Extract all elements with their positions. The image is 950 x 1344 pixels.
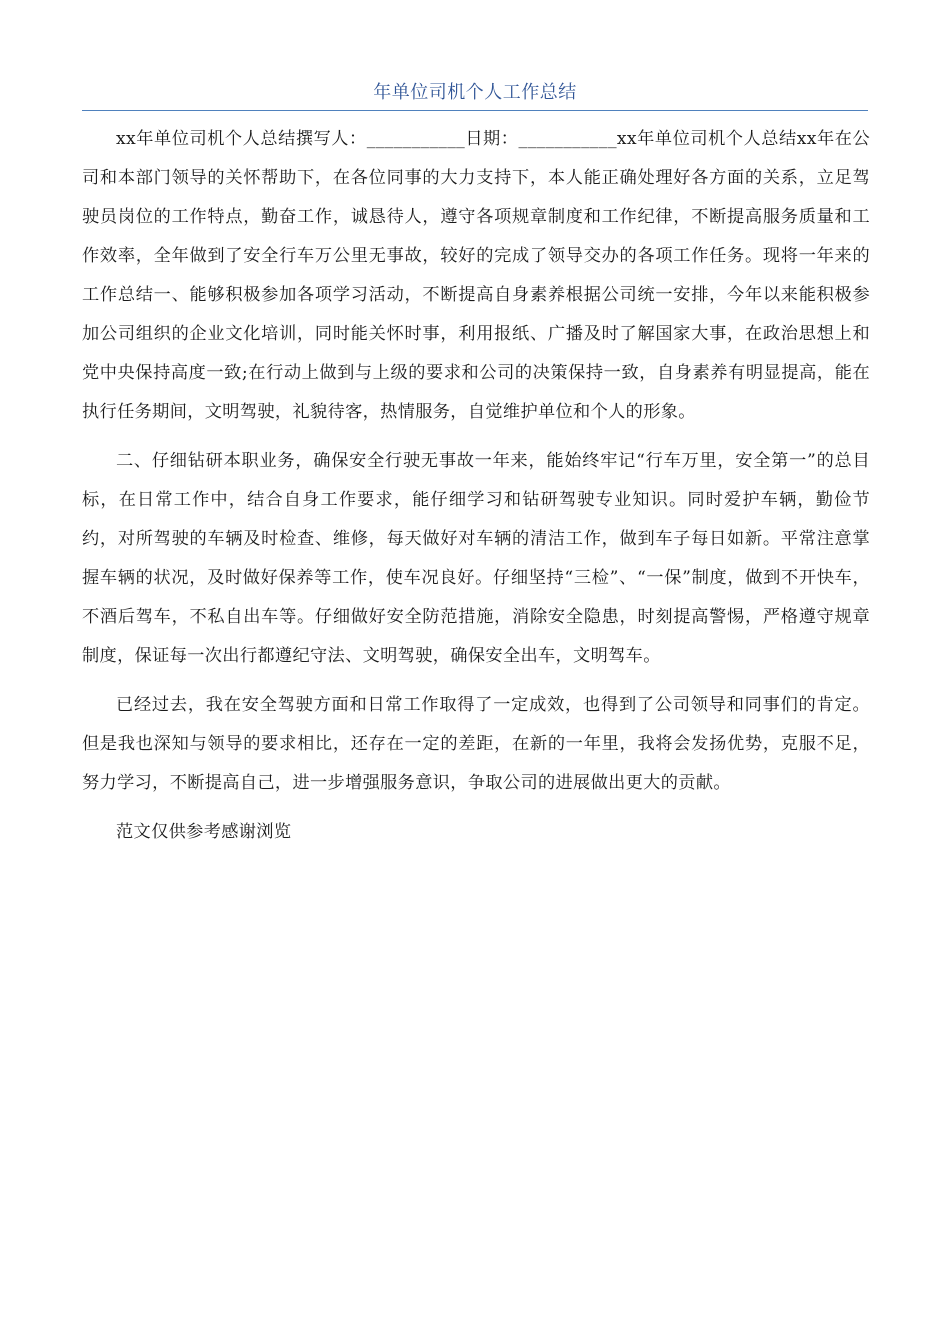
- paragraph-intro: xx年单位司机个人总结撰写人：___________日期：___________xx年单位司机个人总结xx年在公司和本部门领导的关怀帮助下，在各位同事的大力支持下，本人能正确处理好各方面的关系，立足驾驶员岗位的工作特点，勤奋工作，诚恳待人，遵守各项规章制度和工作纪律，不断提高服务质量和工作效率，全年做到了安全行车万公里无事故，较好的完成了领导交办的各项工作任务。现将一年来的工作总结一、能够积极参加各项学习活动，不断提高自身素养根据公司统一安排，今年以来能积极参加公司组织的企业文化培训，同时能关怀时事，利用报纸、广播及时了解国家大事，在政治思想上和党中央保持高度一致;在行动上做到与上级的要求和公司的决策保持一致，自身素养有明显提高，能在执行任务期间，文明驾驶，礼貌待客，热情服务，自觉维护单位和个人的形象。: [82, 129, 870, 422]
- paragraph-conclusion: 已经过去，我在安全驾驶方面和日常工作取得了一定成效，也得到了公司领导和同事们的肯定。但是我也深知与领导的要求相比，还存在一定的差距，在新的一年里，我将会发扬优势，克服不足，努力学习，不断提高自己，进一步增强服务意识，争取公司的进展做出更大的贡献。: [82, 695, 870, 793]
- document-body: [82, 120, 870, 862]
- document-title: 年单位司机个人工作总结: [373, 82, 577, 103]
- closing-note: 范文仅供参考感谢浏览: [116, 822, 292, 842]
- paragraph-section-two: 二、仔细钻研本职业务，确保安全行驶无事故一年来，能始终牢记“行车万里，安全第一”的总目标，在日常工作中，结合自身工作要求，能仔细学习和钻研驾驶专业知识。同时爱护车辆，勤俭节约，对所驾驶的车辆及时检查、维修，每天做好对车辆的清洁工作，做到车子每日如新。平常注意掌握车辆的状况，及时做好保养等工作，使车况良好。仔细坚持“三检”、“一保”制度，做到不开快车，不酒后驾车，不私自出车等。仔细做好安全防范措施，消除安全隐患，时刻提高警惕，严格遵守规章制度，保证每一次出行都遵纪守法、文明驾驶，确保安全出车，文明驾车。: [82, 451, 870, 666]
- page-header: [82, 78, 868, 111]
